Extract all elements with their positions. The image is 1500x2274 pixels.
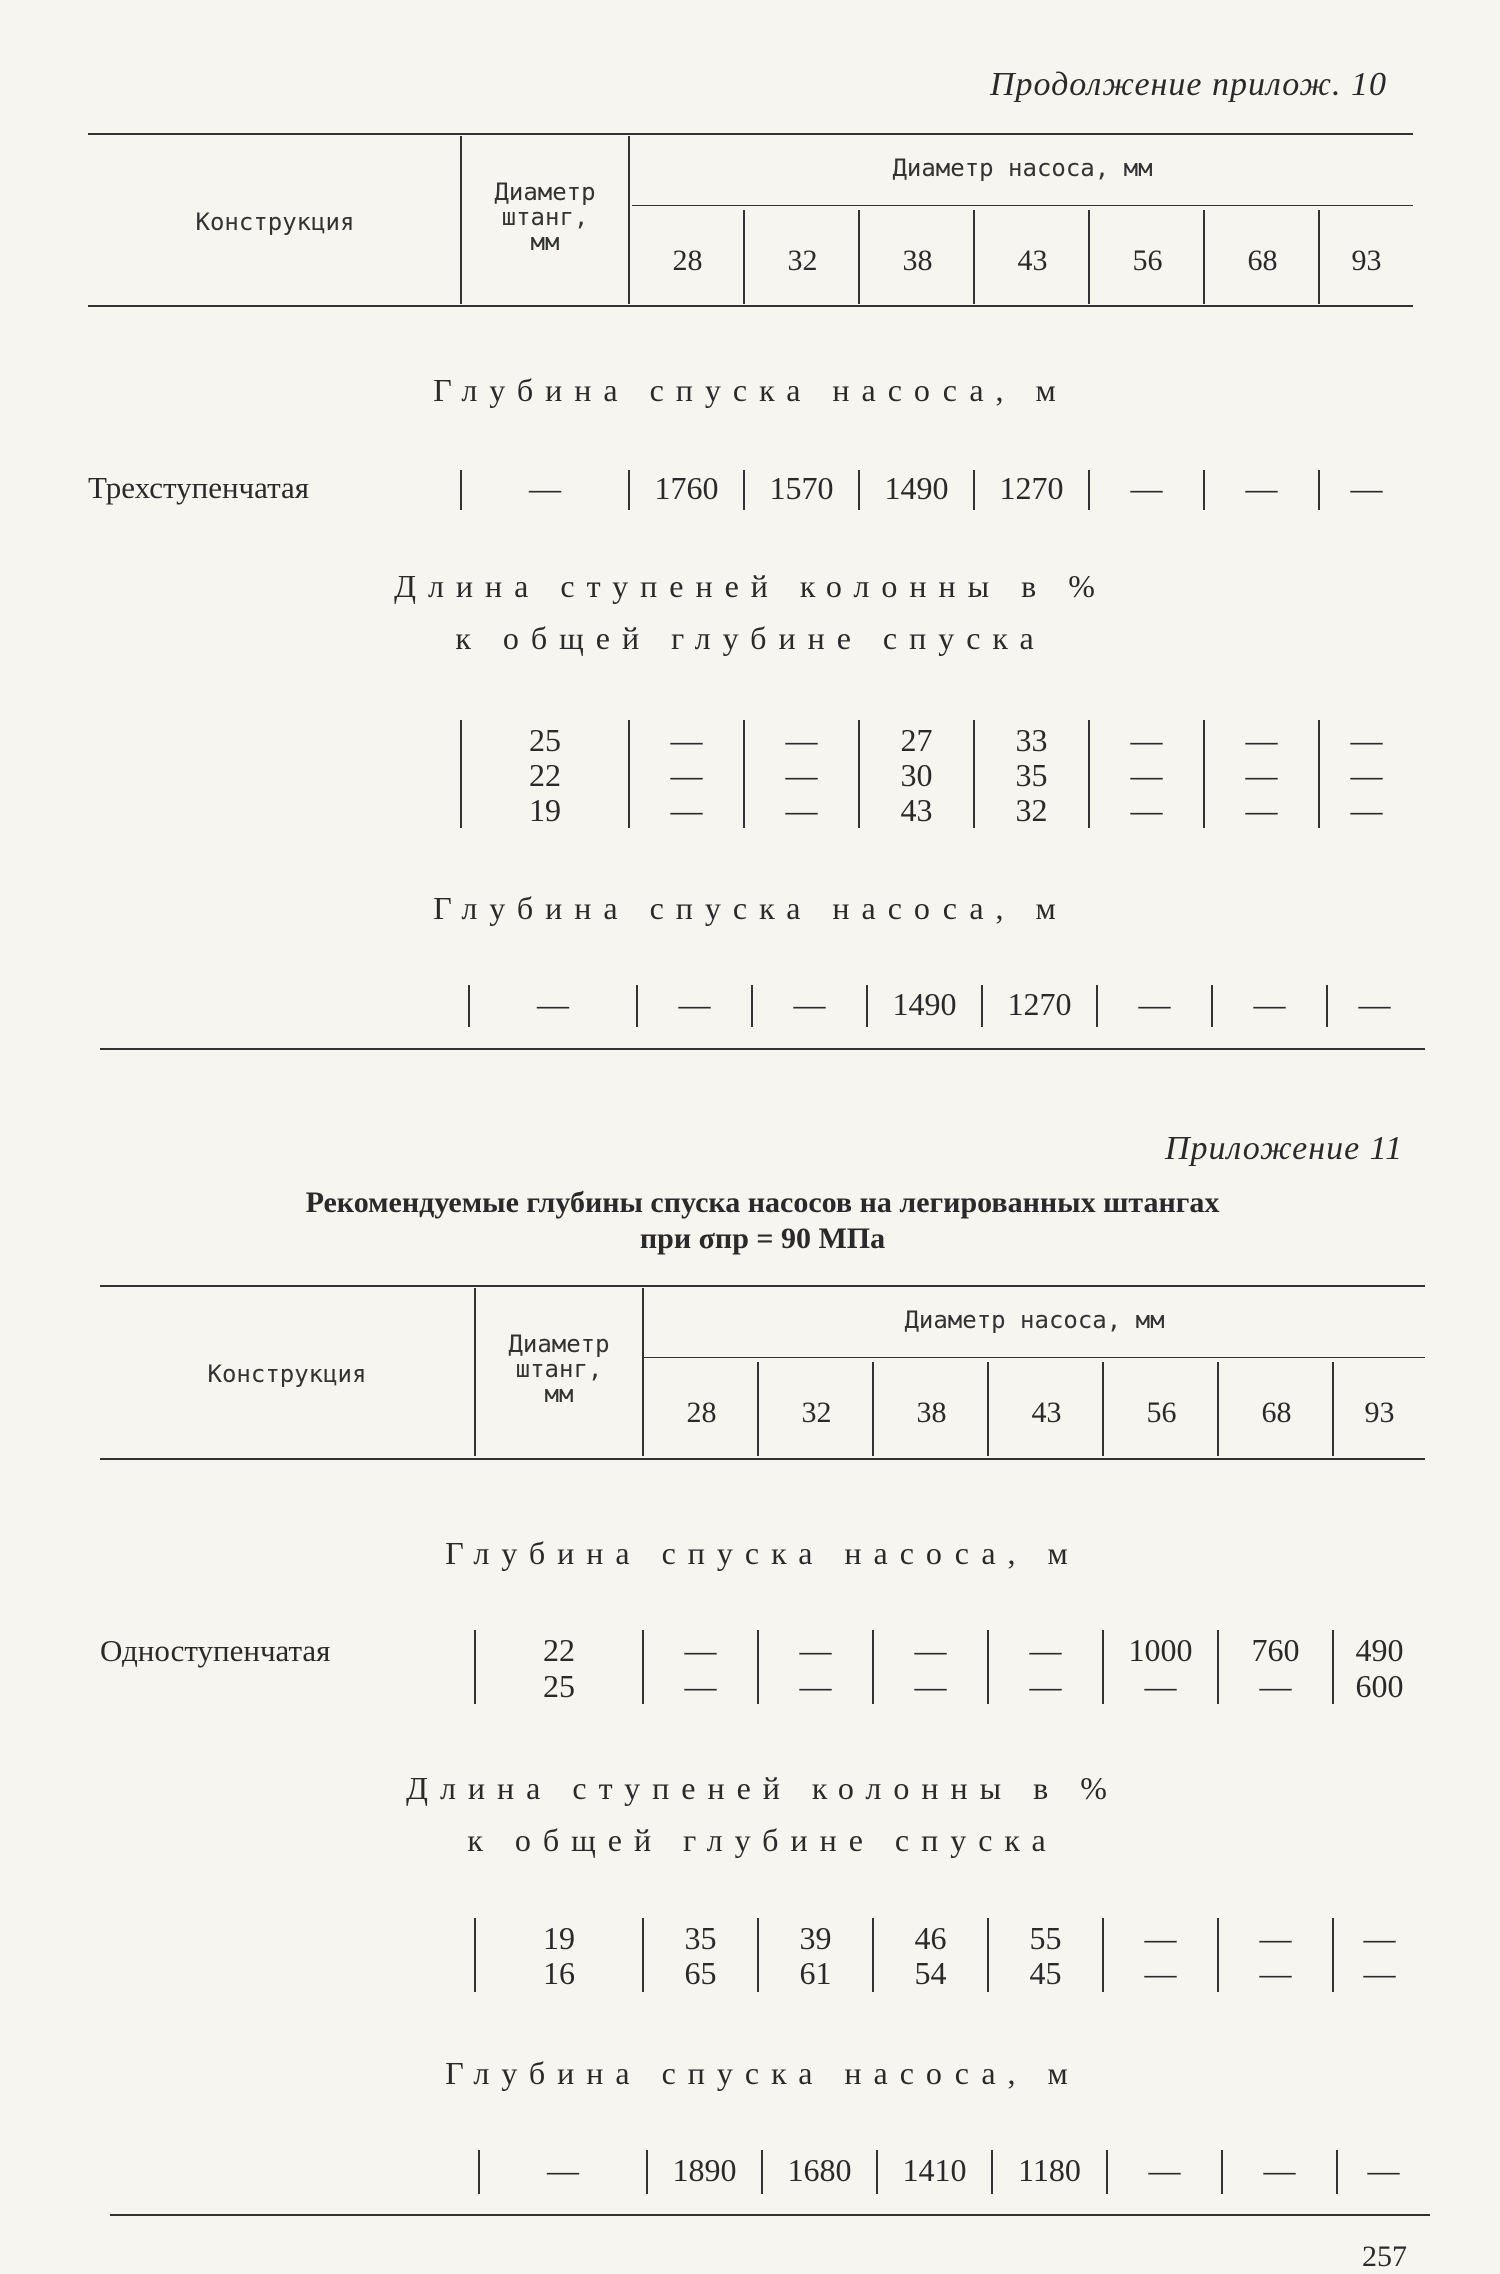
pump-size: 56 xyxy=(1132,244,1163,277)
cell: — xyxy=(1350,792,1383,828)
cell: 1490 xyxy=(884,470,949,506)
cell: 55 xyxy=(1029,1920,1062,1956)
cell: — xyxy=(1130,722,1163,758)
cell: — xyxy=(799,1632,832,1668)
table1-bottom-rule xyxy=(100,1048,1425,1050)
pump-size: 38 xyxy=(902,244,933,277)
section-depth-heading-2: Глубина спуска насоса, м xyxy=(433,890,1068,926)
row-label-three-stage: Трехступенчатая xyxy=(88,470,310,505)
cell: 54 xyxy=(914,1955,947,1991)
cell: — xyxy=(1130,757,1163,793)
cell: 760 xyxy=(1251,1632,1300,1668)
cell: 1270 xyxy=(1007,986,1072,1022)
cell: — xyxy=(1245,792,1278,828)
cell: — xyxy=(1144,1955,1177,1991)
cell: — xyxy=(1350,470,1383,506)
cell: — xyxy=(914,1668,947,1704)
cell: — xyxy=(1263,2152,1296,2188)
cell: — xyxy=(1029,1668,1062,1704)
cell: — xyxy=(1245,757,1278,793)
cell: 19 xyxy=(529,792,561,828)
page-number: 257 xyxy=(1362,2240,1407,2273)
cell: 25 xyxy=(529,722,561,758)
section-depth-heading-3: Глубина спуска насоса, м xyxy=(445,1535,1080,1571)
cell: 490 xyxy=(1355,1632,1404,1668)
cell: 1270 xyxy=(999,470,1064,506)
cell: — xyxy=(799,1668,832,1704)
section-length-heading: Длина ступеней колонны в % xyxy=(394,568,1107,604)
cell: 32 xyxy=(1015,792,1048,828)
pump-size: 68 xyxy=(1261,1396,1292,1429)
cell: — xyxy=(529,470,561,506)
cell: 39 xyxy=(799,1920,832,1956)
cell: 1760 xyxy=(654,470,719,506)
cell: 600 xyxy=(1355,1668,1404,1704)
pump-size: 32 xyxy=(801,1396,832,1429)
cell: — xyxy=(1363,1920,1396,1956)
cell: — xyxy=(678,986,711,1022)
cell: — xyxy=(684,1632,717,1668)
pump-size: 68 xyxy=(1247,244,1278,277)
cell: — xyxy=(547,2152,579,2188)
cell: — xyxy=(1367,2152,1400,2188)
section-depth-heading: Глубина спуска насоса, м xyxy=(433,372,1068,408)
pump-size: 43 xyxy=(1031,1396,1062,1429)
cell: 1410 xyxy=(902,2152,967,2188)
row-label-single-stage: Одноступенчатая xyxy=(100,1633,331,1668)
cell: — xyxy=(914,1632,947,1668)
cell: 22 xyxy=(529,757,561,793)
cell: 25 xyxy=(543,1668,575,1704)
section-length-heading-4: к общей глубине спуска xyxy=(467,1822,1058,1858)
cell: — xyxy=(537,986,569,1022)
cell: 30 xyxy=(900,757,933,793)
cell: — xyxy=(1358,986,1391,1022)
cell: 65 xyxy=(684,1955,717,1991)
pump-size: 93 xyxy=(1364,1396,1395,1429)
cell: — xyxy=(1259,1955,1292,1991)
cell: — xyxy=(1245,722,1278,758)
cell: — xyxy=(1245,470,1278,506)
pump-size: 38 xyxy=(916,1396,947,1429)
cell: 35 xyxy=(1015,757,1048,793)
section-length-heading-3: Длина ступеней колонны в % xyxy=(406,1770,1119,1806)
cell: — xyxy=(785,722,818,758)
cell: — xyxy=(1363,1955,1396,1991)
cell: — xyxy=(1144,1668,1177,1704)
cell: — xyxy=(1259,1920,1292,1956)
cell: — xyxy=(1029,1632,1062,1668)
pump-size: 32 xyxy=(787,244,818,277)
pump-diameter-header: Диаметр насоса, мм xyxy=(892,154,1153,182)
pump-size: 28 xyxy=(686,1396,717,1429)
construction-header: Конструкция xyxy=(207,1360,367,1388)
pump-size: 93 xyxy=(1351,244,1382,277)
cell: 33 xyxy=(1015,722,1048,758)
cell: — xyxy=(1350,757,1383,793)
cell: 61 xyxy=(799,1955,832,1991)
cell: — xyxy=(670,757,703,793)
cell: — xyxy=(1130,470,1163,506)
appendix-label: Приложение 11 xyxy=(1165,1130,1404,1167)
cell: 1000 xyxy=(1128,1632,1193,1668)
cell: — xyxy=(1259,1668,1292,1704)
rod-diameter-header: Диаметр штанг, мм xyxy=(508,1330,610,1409)
appendix-title-line2: при σпр = 90 МПа xyxy=(639,1222,886,1255)
cell: 1680 xyxy=(787,2152,852,2188)
cell: 35 xyxy=(684,1920,717,1956)
section-depth-heading-4: Глубина спуска насоса, м xyxy=(445,2055,1080,2091)
cell: 45 xyxy=(1029,1955,1062,1991)
cell: 43 xyxy=(900,792,933,828)
cell: 1570 xyxy=(769,470,834,506)
cell: 16 xyxy=(543,1955,575,1991)
cell: — xyxy=(1253,986,1286,1022)
pump-size: 56 xyxy=(1146,1396,1177,1429)
cell: — xyxy=(1130,792,1163,828)
appendix-title: Рекомендуемые глубины спуска насосов на легированных штангах xyxy=(305,1186,1220,1219)
continuation-label: Продолжение прилож. 10 xyxy=(990,66,1388,103)
rod-diameter-header: Диаметр штанг, мм xyxy=(494,178,596,257)
cell: — xyxy=(785,757,818,793)
cell: — xyxy=(1350,722,1383,758)
pump-size: 43 xyxy=(1017,244,1048,277)
cell: — xyxy=(1148,2152,1181,2188)
cell: 1890 xyxy=(672,2152,737,2188)
cell: — xyxy=(670,792,703,828)
table2-bottom-rule xyxy=(110,2214,1430,2216)
cell: — xyxy=(684,1668,717,1704)
cell: 1490 xyxy=(892,986,957,1022)
cell: 1180 xyxy=(1018,2152,1081,2188)
cell: 46 xyxy=(914,1920,947,1956)
cell: — xyxy=(1144,1920,1177,1956)
cell: — xyxy=(793,986,826,1022)
pump-size: 28 xyxy=(672,244,703,277)
cell: — xyxy=(785,792,818,828)
cell: — xyxy=(1138,986,1171,1022)
cell: — xyxy=(670,722,703,758)
cell: 27 xyxy=(900,722,933,758)
cell: 19 xyxy=(543,1920,575,1956)
construction-header: Конструкция xyxy=(195,208,355,236)
cell: 22 xyxy=(543,1632,575,1668)
pump-diameter-header: Диаметр насоса, мм xyxy=(904,1306,1165,1334)
section-length-heading-2: к общей глубине спуска xyxy=(455,620,1046,656)
